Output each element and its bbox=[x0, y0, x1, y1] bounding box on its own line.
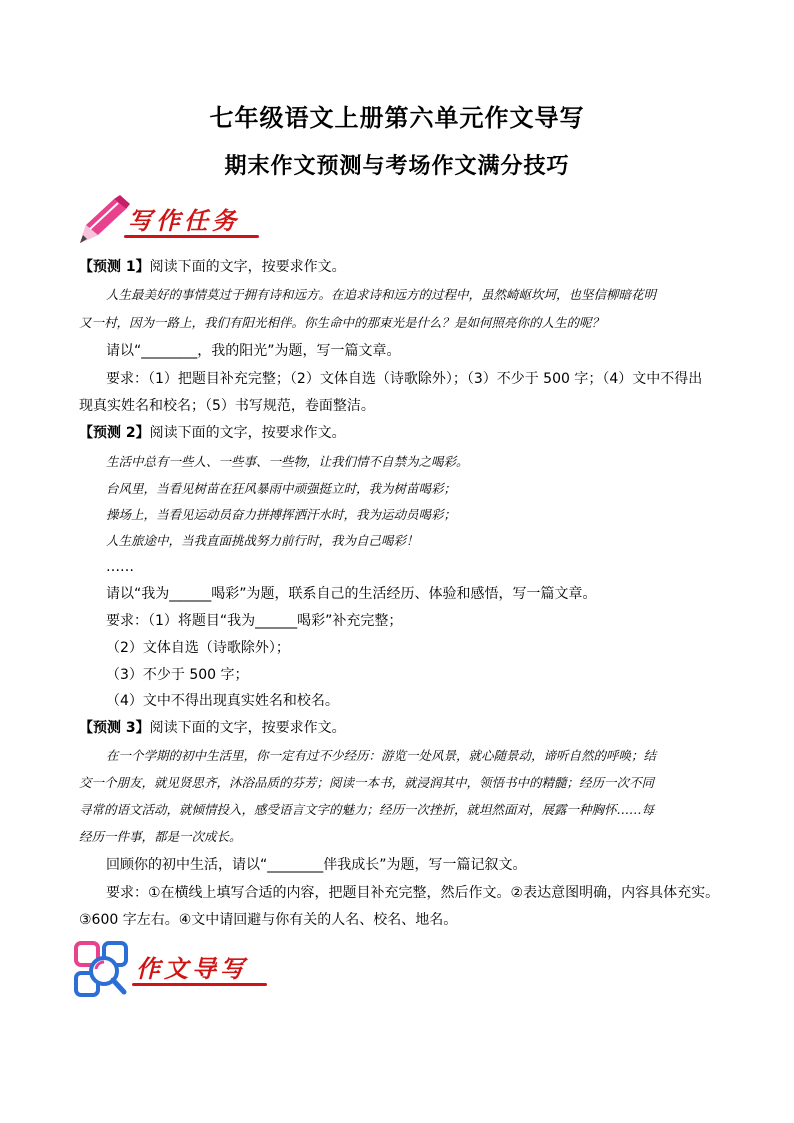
section-heading-guide bbox=[74, 943, 274, 995]
p2-requirements-4: （4）文中不得出现真实姓名和校名。 bbox=[106, 693, 339, 709]
p1-label: 【预测 1】 bbox=[79, 259, 150, 275]
p1-requirements-2: 现真实姓名和校名；（5）书写规范，卷面整洁。 bbox=[79, 398, 375, 414]
p1-requirements-1: 要求：（1）把题目补充完整；（2）文体自选（诗歌除外）；（3）不少于 500 字；（4）文中不得出 bbox=[106, 371, 703, 387]
p3-prompt: 回顾你的初中生活，请以“________伴我成长”为题，写一篇记叙文。 bbox=[106, 857, 527, 873]
magnifier-icon bbox=[74, 939, 130, 999]
p2-line-1: 生活中总有一些人、一些事、一些物，让我们情不自禁为之喝彩。 bbox=[106, 454, 469, 469]
p3-requirements-2: ③600 字左右。④文中请回避与你有关的人名、校名、地名。 bbox=[79, 912, 458, 928]
pencil-icon bbox=[74, 195, 130, 247]
section-heading-guide-label: 作文导写 bbox=[136, 954, 248, 983]
p2-line-4: 人生旅途中，当我直面挑战努力前行时，我为自己喝彩！ bbox=[106, 533, 419, 548]
p3-text-3: 寻常的语文活动，就倾情投入，感受语言文字的魅力；经历一次挫折，就坦然面对，展露一种胸怀……每 bbox=[79, 802, 655, 817]
p2-line-3: 操场上，当看见运动员奋力拼搏挥洒汗水时，我为运动员喝彩； bbox=[106, 507, 457, 522]
p2-requirements-3: （3）不少于 500 字； bbox=[106, 667, 249, 683]
p2-prompt: 请以“我为______喝彩”为题，联系自己的生活经历、体验和感悟，写一篇文章。 bbox=[106, 586, 597, 602]
p3-header bbox=[79, 718, 346, 738]
page-title: 七年级语文上册第六单元作文导写 bbox=[209, 103, 585, 132]
section-heading-task bbox=[74, 195, 274, 247]
p3-label: 【预测 3】 bbox=[79, 720, 150, 736]
p1-header bbox=[79, 257, 346, 277]
p3-text-2: 交一个朋友，就见贤思齐，沐浴品质的芬芳；阅读一本书，就浸润其中，领悟书中的精髓；经历一次不同 bbox=[79, 775, 655, 790]
p1-text-1: 人生最美好的事情莫过于拥有诗和远方。在追求诗和远方的过程中，虽然崎岖坎坷，也坚信柳暗花明 bbox=[106, 287, 657, 302]
page-subtitle: 期末作文预测与考场作文满分技巧 bbox=[224, 153, 570, 179]
p3-instruction: 阅读下面的文字，按要求作文。 bbox=[149, 720, 346, 736]
section-heading-underline bbox=[132, 983, 267, 986]
p3-text-4: 经历一件事，都是一次成长。 bbox=[79, 829, 242, 844]
p1-prompt: 请以“________，我的阳光”为题，写一篇文章。 bbox=[106, 343, 401, 359]
p1-instruction: 阅读下面的文字，按要求作文。 bbox=[149, 259, 346, 275]
p3-text-1: 在一个学期的初中生活里，你一定有过不少经历：游览一处风景，就心随景动，谛听自然的呼唤；结 bbox=[106, 748, 657, 763]
p2-requirements-1: 要求：（1）将题目“我为______喝彩”补充完整； bbox=[106, 613, 403, 629]
p2-instruction: 阅读下面的文字，按要求作文。 bbox=[149, 425, 346, 441]
p2-header bbox=[79, 423, 346, 443]
p2-line-2: 台风里，当看见树苗在狂风暴雨中顽强挺立时，我为树苗喝彩； bbox=[106, 481, 457, 496]
p2-requirements-2: （2）文体自选（诗歌除外）； bbox=[106, 640, 290, 656]
section-heading-underline bbox=[124, 235, 259, 238]
section-heading-task-label: 写作任务 bbox=[128, 206, 240, 235]
p1-text-2: 又一村，因为一路上，我们有阳光相伴。你生命中的那束光是什么？是如何照亮你的人生的呢？ bbox=[79, 315, 605, 330]
p2-ellipsis: …… bbox=[106, 559, 134, 575]
p3-requirements-1: 要求：①在横线上填写合适的内容，把题目补充完整，然后作文。②表达意图明确，内容具体充实。 bbox=[106, 885, 720, 901]
p2-label: 【预测 2】 bbox=[79, 425, 150, 441]
